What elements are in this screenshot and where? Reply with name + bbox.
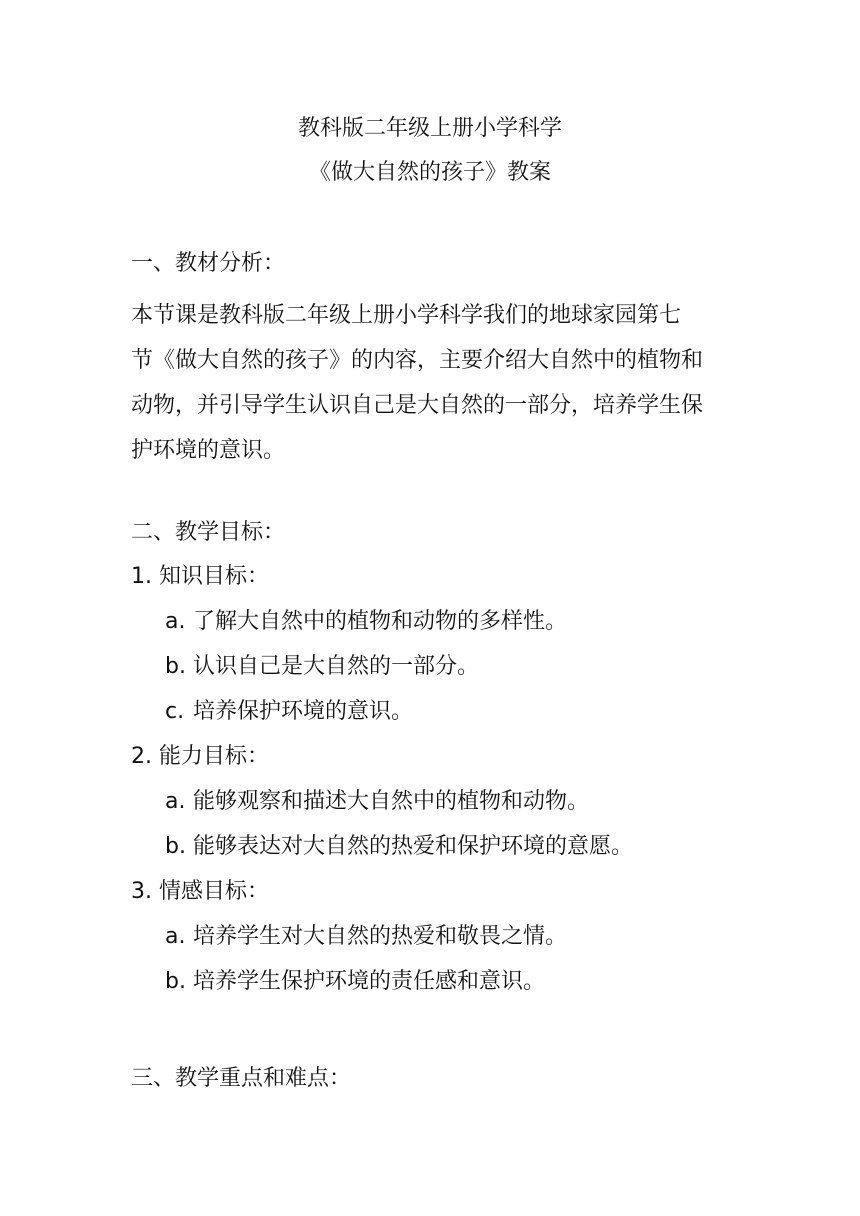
list-item (165, 697, 413, 727)
paragraph-line: 动物，并引导学生认识自己是大自然的一部分，培养学生保 (131, 393, 704, 418)
list-marker: b. (165, 969, 186, 994)
goal-label: 情感目标： (159, 879, 270, 904)
list-item (165, 787, 589, 817)
list-item (165, 607, 567, 637)
list-item (165, 832, 633, 862)
list-marker: a. (165, 924, 186, 949)
list-item (165, 652, 479, 682)
list-marker: a. (165, 609, 186, 634)
goal-label: 能力目标： (159, 744, 270, 769)
section-heading-goals: 二、教学目标： (131, 520, 286, 545)
list-marker: a. (165, 789, 186, 814)
paragraph-line: 节《做大自然的孩子》的内容，主要介绍大自然中的植物和 (131, 348, 704, 373)
document-title: 教科版二年级上册小学科学 (297, 116, 562, 141)
goal-knowledge (131, 562, 269, 592)
list-item-text: 认识自己是大自然的一部分。 (193, 654, 480, 679)
section-heading-focus: 三、教学重点和难点： (131, 1066, 352, 1091)
list-marker: b. (165, 834, 186, 859)
paragraph-line: 本节课是教科版二年级上册小学科学我们的地球家园第七 (131, 303, 682, 328)
list-item (165, 922, 567, 952)
list-item-text: 了解大自然中的植物和动物的多样性。 (193, 609, 568, 634)
list-marker: 3. (131, 879, 152, 904)
list-marker: 1. (131, 564, 152, 589)
list-marker: c. (165, 699, 185, 724)
goal-emotion (131, 877, 269, 907)
list-marker: b. (165, 654, 186, 679)
section-heading-analysis: 一、教材分析： (131, 251, 286, 276)
paragraph-line: 护环境的意识。 (131, 438, 286, 463)
list-item (165, 967, 545, 997)
goal-ability (131, 742, 269, 772)
goal-label: 知识目标： (159, 564, 270, 589)
list-item-text: 能够表达对大自然的热爱和保护环境的意愿。 (193, 834, 634, 859)
analysis-paragraph (131, 293, 731, 473)
list-item-text: 培养学生对大自然的热爱和敬畏之情。 (193, 924, 568, 949)
document-subtitle: 《做大自然的孩子》教案 (308, 160, 551, 185)
list-marker: 2. (131, 744, 152, 769)
list-item-text: 培养保护环境的意识。 (193, 699, 414, 724)
list-item-text: 能够观察和描述大自然中的植物和动物。 (193, 789, 590, 814)
list-item-text: 培养学生保护环境的责任感和意识。 (193, 969, 546, 994)
